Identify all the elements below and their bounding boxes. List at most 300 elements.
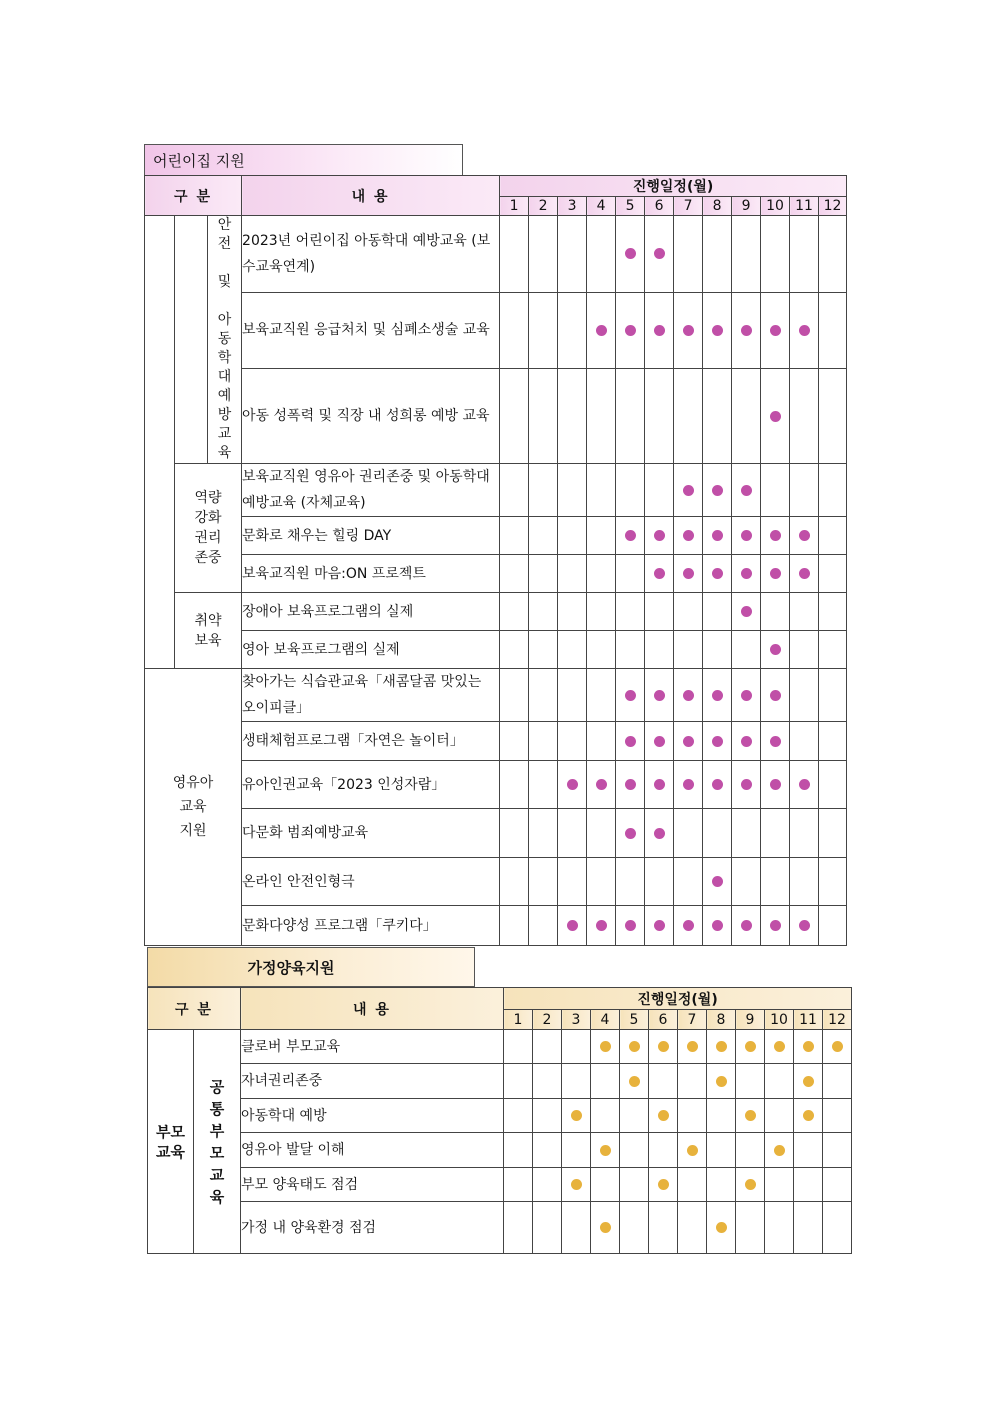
month-cell-9 (732, 369, 761, 464)
schedule-dot (600, 1222, 611, 1233)
month-cell-1 (504, 1168, 533, 1202)
schedule-dot (654, 530, 665, 541)
schedule-dot (600, 1145, 611, 1156)
month-cell-7 (674, 555, 703, 593)
month-header-4: 4 (591, 1010, 620, 1030)
program-name: 자녀권리존중 (241, 1064, 504, 1099)
month-cell-12 (819, 761, 847, 809)
month-cell-3 (562, 1099, 591, 1133)
schedule-dot (799, 325, 810, 336)
month-cell-6 (645, 631, 674, 669)
month-cell-4 (591, 1168, 620, 1202)
program-name: 가정 내 양육환경 점검 (241, 1202, 504, 1254)
month-cell-12 (823, 1030, 852, 1064)
section1-title: 어린이집 지원 (144, 144, 463, 176)
month-cell-8 (703, 631, 732, 669)
month-cell-10 (761, 216, 790, 293)
month-cell-11 (790, 858, 819, 906)
month-cell-4 (587, 593, 616, 631)
month-header-6: 6 (649, 1010, 678, 1030)
month-cell-9 (736, 1202, 765, 1254)
month-cell-3 (558, 761, 587, 809)
month-cell-2 (533, 1202, 562, 1254)
schedule-dot (654, 568, 665, 579)
schedule-dot (741, 606, 752, 617)
schedule-dot (712, 736, 723, 747)
month-cell-9 (732, 631, 761, 669)
month-header-1: 1 (500, 197, 529, 216)
schedule-dot (625, 325, 636, 336)
month-cell-11 (794, 1064, 823, 1099)
month-cell-3 (558, 593, 587, 631)
month-cell-6 (645, 593, 674, 631)
month-cell-4 (587, 369, 616, 464)
month-cell-5 (616, 292, 645, 369)
schedule-dot (683, 920, 694, 931)
program-name: 장애아 보육프로그램의 실제 (242, 593, 500, 631)
section2-title: 가정양육지원 (147, 947, 475, 987)
month-cell-9 (732, 858, 761, 906)
schedule-dot (774, 1145, 785, 1156)
month-cell-4 (591, 1099, 620, 1133)
schedule-dot (625, 736, 636, 747)
month-cell-12 (819, 292, 847, 369)
month-cell-12 (819, 593, 847, 631)
month-cell-7 (674, 722, 703, 761)
month-cell-1 (500, 669, 529, 722)
month-cell-1 (500, 593, 529, 631)
schedule-dot (600, 1041, 611, 1052)
month-cell-2 (529, 669, 558, 722)
month-cell-3 (558, 464, 587, 517)
month-cell-5 (620, 1099, 649, 1133)
month-header-3: 3 (562, 1010, 591, 1030)
month-cell-5 (620, 1030, 649, 1064)
month-cell-10 (765, 1202, 794, 1254)
month-cell-8 (707, 1099, 736, 1133)
month-cell-5 (616, 555, 645, 593)
schedule-dot (745, 1179, 756, 1190)
month-cell-9 (732, 722, 761, 761)
month-cell-1 (500, 631, 529, 669)
month-cell-1 (500, 555, 529, 593)
month-cell-3 (558, 369, 587, 464)
month-cell-6 (645, 369, 674, 464)
month-cell-9 (732, 761, 761, 809)
month-cell-7 (674, 631, 703, 669)
month-cell-9 (736, 1030, 765, 1064)
month-cell-5 (616, 858, 645, 906)
program-name: 아동학대 예방 (241, 1099, 504, 1133)
schedule-dot (596, 779, 607, 790)
month-cell-12 (819, 631, 847, 669)
month-cell-10 (765, 1099, 794, 1133)
month-cell-1 (500, 722, 529, 761)
schedule-dot (741, 325, 752, 336)
month-cell-10 (761, 761, 790, 809)
schedule-dot (770, 690, 781, 701)
month-cell-2 (533, 1168, 562, 1202)
schedule-dot (770, 411, 781, 422)
month-cell-12 (823, 1133, 852, 1168)
month-cell-11 (790, 517, 819, 555)
month-cell-2 (533, 1030, 562, 1064)
schedule-dot (770, 530, 781, 541)
month-cell-10 (761, 669, 790, 722)
month-cell-10 (761, 722, 790, 761)
month-cell-3 (558, 858, 587, 906)
month-cell-7 (674, 593, 703, 631)
month-cell-12 (819, 216, 847, 293)
month-cell-3 (558, 292, 587, 369)
month-cell-9 (732, 517, 761, 555)
schedule-dot (658, 1041, 669, 1052)
month-cell-6 (649, 1064, 678, 1099)
month-cell-7 (678, 1030, 707, 1064)
month-cell-8 (703, 216, 732, 293)
month-cell-1 (504, 1030, 533, 1064)
month-cell-6 (649, 1168, 678, 1202)
content-header: 내 용 (241, 988, 504, 1030)
month-cell-5 (616, 669, 645, 722)
month-header-3: 3 (558, 197, 587, 216)
month-cell-9 (732, 292, 761, 369)
month-cell-11 (794, 1099, 823, 1133)
month-cell-1 (500, 369, 529, 464)
schedule-dot (716, 1222, 727, 1233)
month-cell-11 (790, 593, 819, 631)
month-cell-3 (558, 631, 587, 669)
month-cell-7 (678, 1133, 707, 1168)
schedule-dot (571, 1179, 582, 1190)
month-cell-5 (620, 1064, 649, 1099)
schedule-dot (770, 644, 781, 655)
month-cell-5 (616, 369, 645, 464)
month-cell-10 (761, 593, 790, 631)
month-cell-7 (674, 906, 703, 946)
month-cell-7 (674, 809, 703, 858)
month-cell-7 (674, 292, 703, 369)
month-cell-4 (587, 858, 616, 906)
month-cell-6 (645, 669, 674, 722)
month-cell-7 (678, 1202, 707, 1254)
month-cell-3 (558, 722, 587, 761)
schedule-dot (683, 530, 694, 541)
month-header-8: 8 (707, 1010, 736, 1030)
month-cell-2 (533, 1133, 562, 1168)
month-header-2: 2 (529, 197, 558, 216)
month-cell-9 (732, 593, 761, 631)
month-cell-11 (794, 1168, 823, 1202)
month-cell-11 (790, 722, 819, 761)
month-cell-6 (645, 216, 674, 293)
month-cell-3 (558, 906, 587, 946)
childcare-support-table (144, 175, 847, 946)
month-cell-2 (529, 722, 558, 761)
month-cell-9 (732, 669, 761, 722)
schedule-dot (683, 690, 694, 701)
schedule-dot (625, 828, 636, 839)
month-cell-8 (703, 761, 732, 809)
schedule-dot (770, 736, 781, 747)
month-cell-6 (645, 555, 674, 593)
schedule-dot (712, 325, 723, 336)
month-cell-10 (761, 369, 790, 464)
month-header-12: 12 (823, 1010, 852, 1030)
month-cell-2 (533, 1064, 562, 1099)
schedule-dot (658, 1110, 669, 1121)
schedule-dot (625, 779, 636, 790)
month-cell-1 (500, 517, 529, 555)
month-cell-4 (587, 669, 616, 722)
month-cell-6 (645, 906, 674, 946)
safety-group-label: 안 전 및 아 동 학 대 예 방 교 육 (208, 216, 242, 464)
month-cell-10 (761, 858, 790, 906)
vulnerable-group-label: 취약 보육 (175, 593, 242, 669)
schedule-dot (716, 1041, 727, 1052)
category-header: 구 분 (145, 176, 242, 216)
schedule-dot (712, 568, 723, 579)
month-cell-5 (616, 631, 645, 669)
schedule-dot (654, 779, 665, 790)
month-header-7: 7 (678, 1010, 707, 1030)
early-education-group-label: 영유아 교육 지원 (145, 669, 242, 946)
month-header-10: 10 (765, 1010, 794, 1030)
program-name: 보육교직원 영유아 권리존중 및 아동학대 예방교육 (자체교육) (242, 464, 500, 517)
month-cell-11 (790, 464, 819, 517)
schedule-dot (654, 828, 665, 839)
month-cell-1 (504, 1202, 533, 1254)
month-cell-8 (707, 1168, 736, 1202)
schedule-dot (741, 568, 752, 579)
month-cell-2 (529, 517, 558, 555)
month-cell-1 (504, 1099, 533, 1133)
schedule-dot (683, 736, 694, 747)
month-cell-3 (558, 809, 587, 858)
program-name: 다문화 범죄예방교육 (242, 809, 500, 858)
month-cell-12 (819, 809, 847, 858)
month-cell-8 (703, 722, 732, 761)
month-cell-9 (736, 1168, 765, 1202)
month-cell-11 (794, 1202, 823, 1254)
common-parent-education-label: 공 통 부 모 교 육 (194, 1030, 241, 1254)
month-cell-8 (703, 369, 732, 464)
month-cell-2 (529, 809, 558, 858)
category-header: 구 분 (148, 988, 241, 1030)
month-cell-11 (790, 809, 819, 858)
schedule-dot (745, 1110, 756, 1121)
month-cell-2 (529, 369, 558, 464)
month-cell-4 (587, 809, 616, 858)
month-cell-1 (500, 464, 529, 517)
schedule-dot (770, 779, 781, 790)
schedule-dot (774, 1041, 785, 1052)
month-cell-10 (761, 517, 790, 555)
schedule-dot (712, 530, 723, 541)
month-cell-9 (732, 464, 761, 517)
content-header: 내 용 (242, 176, 500, 216)
program-name: 보육교직원 응급처치 및 심폐소생술 교육 (242, 292, 500, 369)
month-header-6: 6 (645, 197, 674, 216)
schedule-dot (712, 779, 723, 790)
month-cell-1 (504, 1064, 533, 1099)
month-cell-8 (703, 464, 732, 517)
month-cell-7 (678, 1099, 707, 1133)
month-header-1: 1 (504, 1010, 533, 1030)
schedule-dot (770, 568, 781, 579)
month-cell-12 (823, 1064, 852, 1099)
month-header-5: 5 (620, 1010, 649, 1030)
month-cell-12 (819, 369, 847, 464)
month-cell-6 (649, 1030, 678, 1064)
month-cell-11 (790, 631, 819, 669)
month-cell-6 (645, 292, 674, 369)
month-cell-2 (529, 555, 558, 593)
month-cell-2 (533, 1099, 562, 1133)
month-cell-1 (500, 809, 529, 858)
schedule-dot (687, 1145, 698, 1156)
program-name: 영아 보육프로그램의 실제 (242, 631, 500, 669)
month-cell-8 (707, 1202, 736, 1254)
month-cell-3 (558, 555, 587, 593)
schedule-dot (741, 690, 752, 701)
month-cell-1 (500, 858, 529, 906)
month-header-5: 5 (616, 197, 645, 216)
month-cell-9 (732, 216, 761, 293)
month-cell-11 (790, 906, 819, 946)
schedule-dot (770, 920, 781, 931)
month-cell-7 (674, 216, 703, 293)
schedule-dot (741, 920, 752, 931)
schedule-dot (654, 248, 665, 259)
program-name: 문화로 채우는 힐링 DAY (242, 517, 500, 555)
schedule-dot (712, 920, 723, 931)
schedule-dot (716, 1076, 727, 1087)
month-cell-11 (794, 1030, 823, 1064)
schedule-dot (629, 1041, 640, 1052)
schedule-dot (625, 920, 636, 931)
month-cell-5 (616, 593, 645, 631)
month-cell-8 (703, 292, 732, 369)
month-cell-11 (794, 1133, 823, 1168)
schedule-dot (683, 779, 694, 790)
month-cell-3 (562, 1133, 591, 1168)
month-cell-7 (674, 858, 703, 906)
month-cell-5 (620, 1168, 649, 1202)
month-cell-8 (707, 1030, 736, 1064)
month-header-11: 11 (790, 197, 819, 216)
month-cell-1 (500, 906, 529, 946)
month-cell-9 (732, 809, 761, 858)
month-cell-4 (587, 555, 616, 593)
month-cell-8 (707, 1064, 736, 1099)
month-cell-12 (819, 464, 847, 517)
month-cell-9 (736, 1133, 765, 1168)
month-cell-4 (587, 631, 616, 669)
schedule-dot (625, 690, 636, 701)
month-cell-7 (674, 464, 703, 517)
parent-education-label: 부모 교육 (148, 1030, 194, 1254)
month-header-9: 9 (732, 197, 761, 216)
schedule-dot (799, 568, 810, 579)
month-cell-2 (529, 858, 558, 906)
schedule-dot (799, 779, 810, 790)
month-cell-7 (678, 1168, 707, 1202)
month-cell-7 (674, 761, 703, 809)
month-cell-4 (591, 1064, 620, 1099)
month-cell-4 (591, 1133, 620, 1168)
program-name: 2023년 어린이집 아동학대 예방교육 (보수교육연계) (242, 216, 500, 293)
month-cell-8 (703, 809, 732, 858)
month-cell-12 (819, 669, 847, 722)
month-cell-5 (616, 906, 645, 946)
month-cell-10 (761, 809, 790, 858)
month-cell-8 (703, 555, 732, 593)
schedule-dot (625, 530, 636, 541)
month-cell-5 (616, 517, 645, 555)
month-cell-4 (587, 292, 616, 369)
month-cell-4 (587, 906, 616, 946)
month-cell-6 (645, 858, 674, 906)
program-name: 아동 성폭력 및 직장 내 성희롱 예방 교육 (242, 369, 500, 464)
month-cell-2 (529, 464, 558, 517)
month-cell-5 (616, 464, 645, 517)
month-cell-2 (529, 216, 558, 293)
month-cell-12 (819, 906, 847, 946)
month-cell-3 (562, 1168, 591, 1202)
month-header-11: 11 (794, 1010, 823, 1030)
month-cell-9 (732, 906, 761, 946)
schedule-dot (683, 485, 694, 496)
month-cell-10 (761, 292, 790, 369)
month-cell-12 (819, 555, 847, 593)
month-header-7: 7 (674, 197, 703, 216)
month-cell-11 (790, 292, 819, 369)
month-header-9: 9 (736, 1010, 765, 1030)
month-cell-1 (504, 1133, 533, 1168)
month-cell-2 (529, 593, 558, 631)
month-cell-8 (703, 593, 732, 631)
schedule-dot (654, 736, 665, 747)
schedule-dot (654, 690, 665, 701)
month-cell-2 (529, 761, 558, 809)
schedule-dot (712, 876, 723, 887)
program-name: 유아인권교육「2023 인성자람」 (242, 761, 500, 809)
month-cell-11 (790, 761, 819, 809)
schedule-dot (625, 248, 636, 259)
month-cell-9 (736, 1064, 765, 1099)
month-cell-4 (591, 1202, 620, 1254)
schedule-dot (712, 485, 723, 496)
month-cell-11 (790, 669, 819, 722)
month-cell-4 (587, 761, 616, 809)
home-parenting-support-table (147, 987, 852, 1254)
schedule-dot (571, 1110, 582, 1121)
month-cell-2 (529, 631, 558, 669)
month-cell-10 (761, 464, 790, 517)
capacity-group-label: 역량 강화 권리 존중 (175, 464, 242, 593)
schedule-dot (770, 325, 781, 336)
month-cell-5 (616, 761, 645, 809)
month-cell-8 (703, 669, 732, 722)
schedule-dot (745, 1041, 756, 1052)
schedule-dot (803, 1041, 814, 1052)
month-cell-4 (587, 722, 616, 761)
month-cell-10 (761, 631, 790, 669)
program-name: 영유아 발달 이해 (241, 1133, 504, 1168)
month-cell-2 (529, 906, 558, 946)
schedule-dot (741, 779, 752, 790)
